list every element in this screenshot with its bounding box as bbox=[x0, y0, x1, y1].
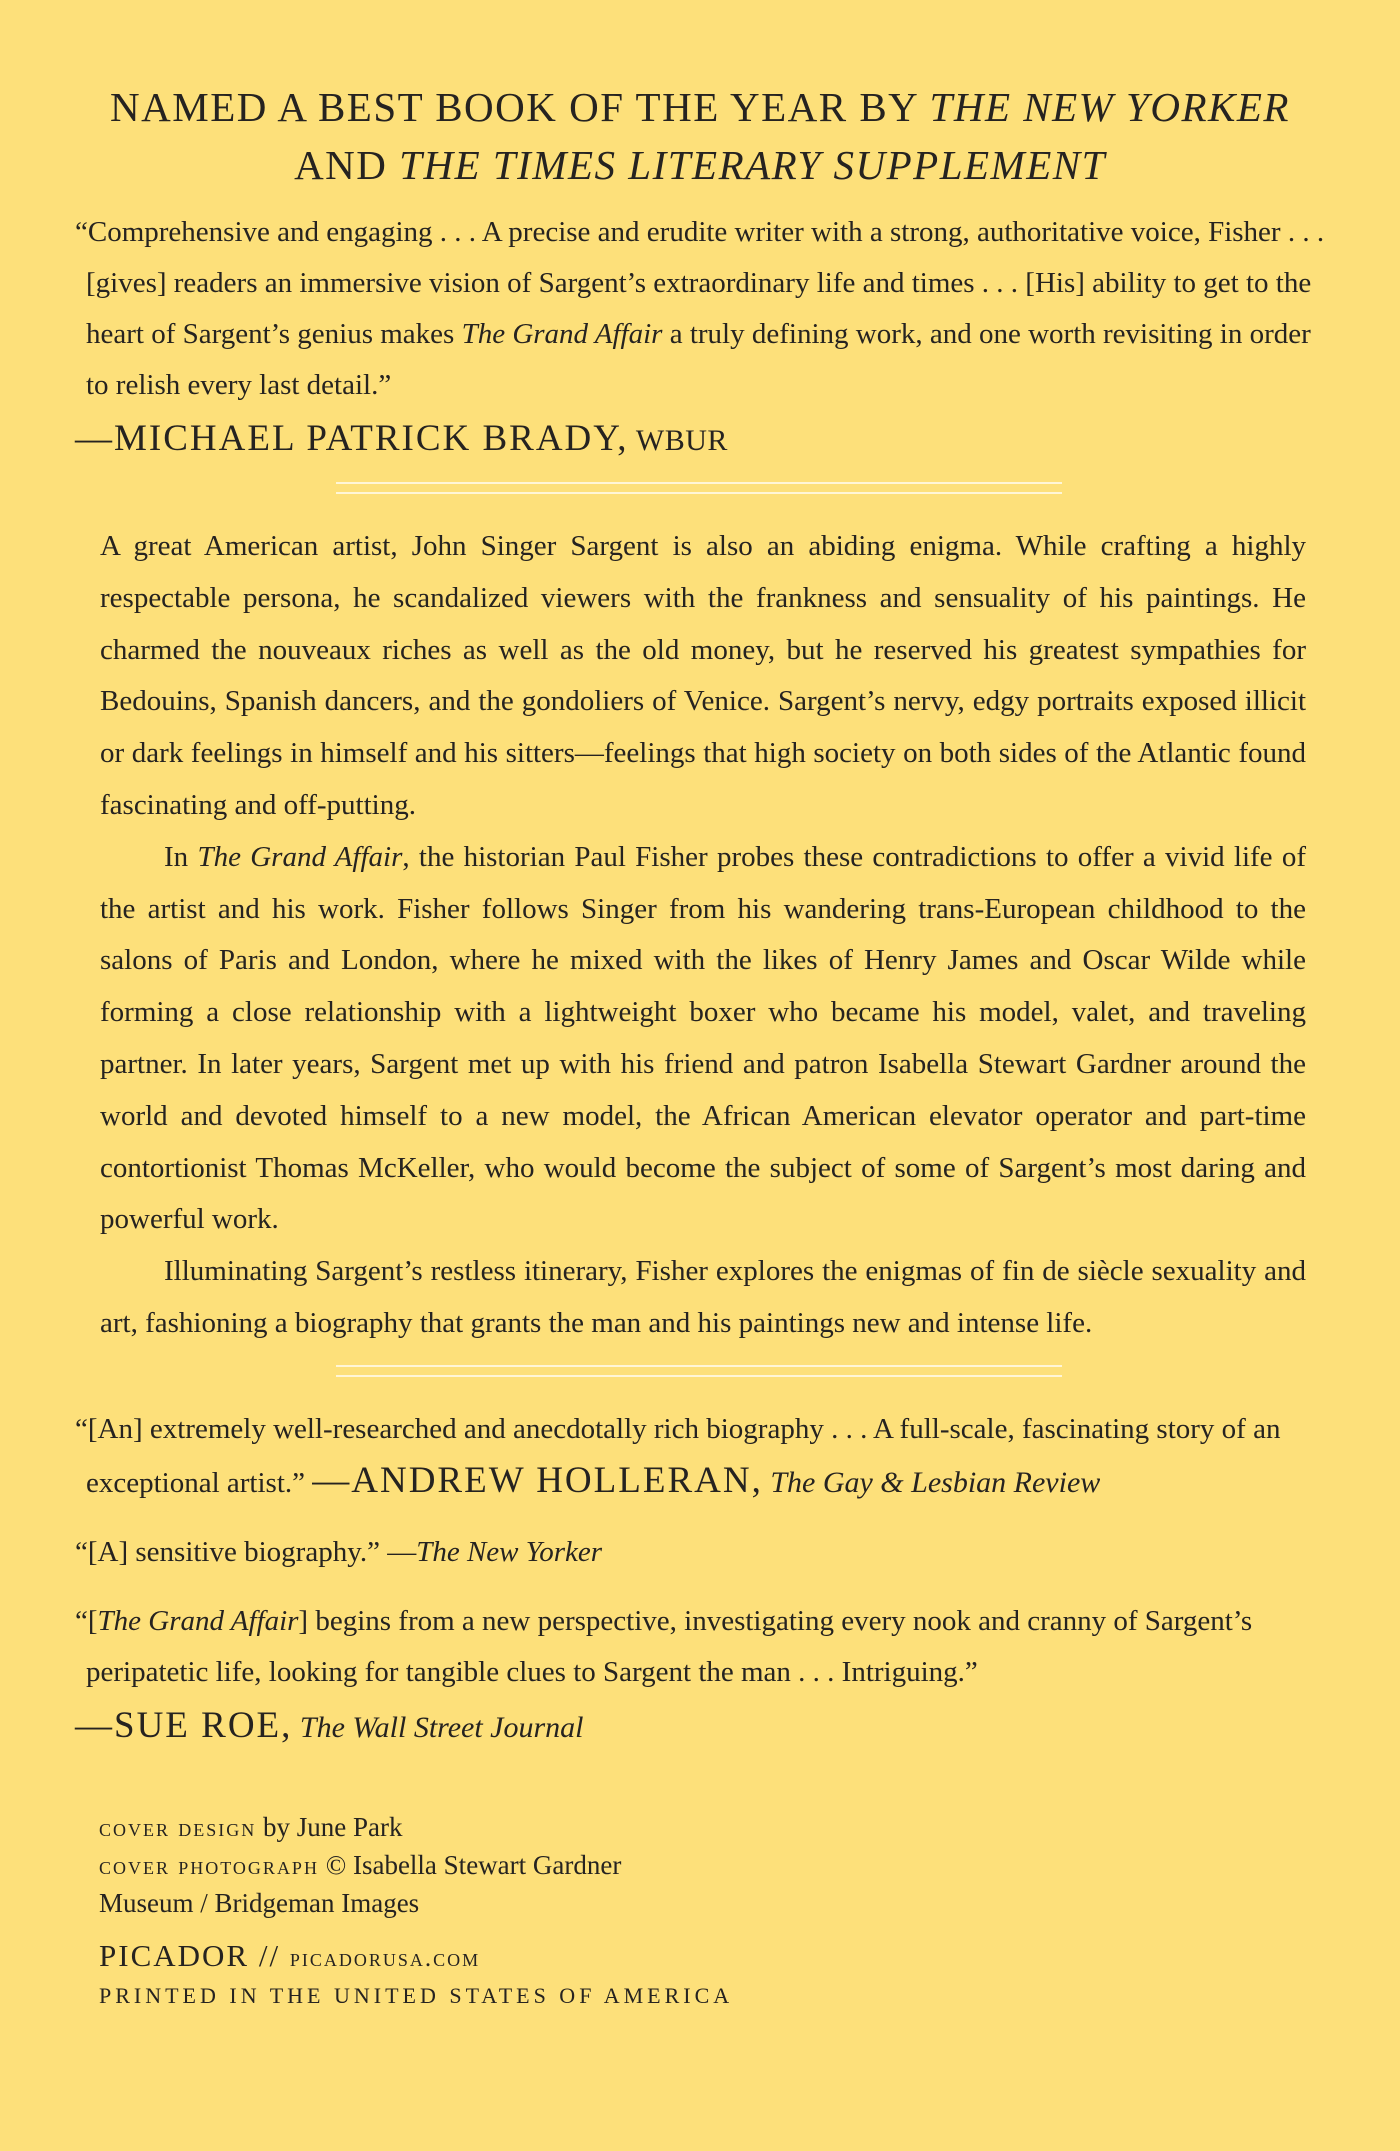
quote-gay-lesbian-review: “[An] extremely well-researched and anecdotally rich biography . . . A full-scale, fascinating story of an exceptional artist.” —ANDREW HOLLERAN, The Gay & Lesbian Review bbox=[75, 1413, 1281, 1501]
description-paragraph-3: Illuminating Sargent’s restless itinerary, Fisher explores the enigmas of fin de siècle sexuality and art, fashioning a biography that grants the man and his paintings new and intense life. bbox=[100, 1255, 1306, 1339]
book-title: The Grand Affair bbox=[461, 318, 663, 350]
divider-bottom bbox=[336, 1365, 1062, 1377]
publisher bbox=[99, 1936, 480, 1979]
publisher-name: PICADOR // bbox=[99, 1938, 290, 1973]
quote-wbur bbox=[75, 207, 1326, 469]
quote-wall-street-journal: “[The Grand Affair] begins from a new perspective, investigating every nook and cranny of Sargent’s peripatetic life, looking for tangible clues to Sargent the man . . . Intriguing.” —SUE ROE, The Wall Street Journal bbox=[86, 1596, 1326, 1756]
quote-wall-street-journal-attribution: —SUE ROE, The Wall Street Journal bbox=[75, 1705, 584, 1746]
quote-new-yorker: “[A] sensitive biography.” —The New Yorker bbox=[75, 1536, 603, 1568]
quote-gay-lesbian-review-attribution: —ANDREW HOLLERAN, The Gay & Lesbian Review bbox=[312, 1460, 1101, 1501]
description-paragraph-2: In The Grand Affair, the historian Paul Fisher probes these contradictions to offer a vivid life of the artist and his work. Fisher follows Singer from his wandering trans-European childhood to the salons of Paris and London, where he mixed with the likes of Henry James and Oscar Wilde while forming a close relationship with a lightweight boxer who became his model, valet, and traveling partner. In later years, Sargent met up with his friend and patron Isabella Stewart Gardner around the world and devoted himself to a new model, the African American elevator operator and part-time contortionist Thomas McKeller, who would become the subject of some of Sargent’s most daring and powerful work. bbox=[100, 840, 1306, 1236]
publisher-url: picadorusa.com bbox=[289, 1945, 481, 1972]
quote-new-yorker-attribution: —The New Yorker bbox=[387, 1536, 603, 1568]
headline bbox=[60, 78, 1340, 194]
divider-top bbox=[336, 482, 1062, 494]
headline-publication-2: THE TIMES LITERARY SUPPLEMENT bbox=[399, 142, 1106, 188]
printed-in: PRINTED IN THE UNITED STATES OF AMERICA bbox=[99, 1983, 734, 2008]
credits bbox=[99, 1809, 899, 1921]
headline-line-1: NAMED A BEST BOOK OF THE YEAR BY THE NEW YORKER bbox=[110, 84, 1290, 130]
cover-photo-credit: cover photograph © Isabella Stewart Gardner bbox=[99, 1850, 622, 1880]
quote-wbur-text: “Comprehensive and engaging . . . A precise and erudite writer with a strong, authoritative voice, Fisher . . . [gives] readers an immersive vision of Sargent’s extraordinary life and times . . . [His] ability to get to the heart of Sargent’s genius makes The Grand Affair a truly defining work, and one worth revisiting in order to relish every last detail.” bbox=[75, 216, 1325, 401]
cover-design-credit: cover design by June Park bbox=[99, 1812, 403, 1842]
headline-publication-1: THE NEW YORKER bbox=[929, 84, 1290, 130]
quote-wbur-attribution: —MICHAEL PATRICK BRADY, WBUR bbox=[75, 418, 728, 459]
book-description bbox=[100, 521, 1306, 1350]
cover-photo-credit-line-2: Museum / Bridgeman Images bbox=[99, 1888, 420, 1918]
headline-line-2: AND THE TIMES LITERARY SUPPLEMENT bbox=[294, 142, 1106, 188]
description-paragraph-1: A great American artist, John Singer Sargent is also an abiding enigma. While crafting a highly respectable persona, he scandalized viewers with the frankness and sensuality of his paintings. He charmed the nouveaux riches as well as the old money, but he reserved his greatest sympathies for Bedouins, Spanish dancers, and the gondoliers of Venice. Sargent’s nervy, edgy portraits exposed illicit or dark feelings in himself and his sitters—feelings that high society on both sides of the Atlantic found fascinating and off-putting. bbox=[100, 530, 1306, 821]
